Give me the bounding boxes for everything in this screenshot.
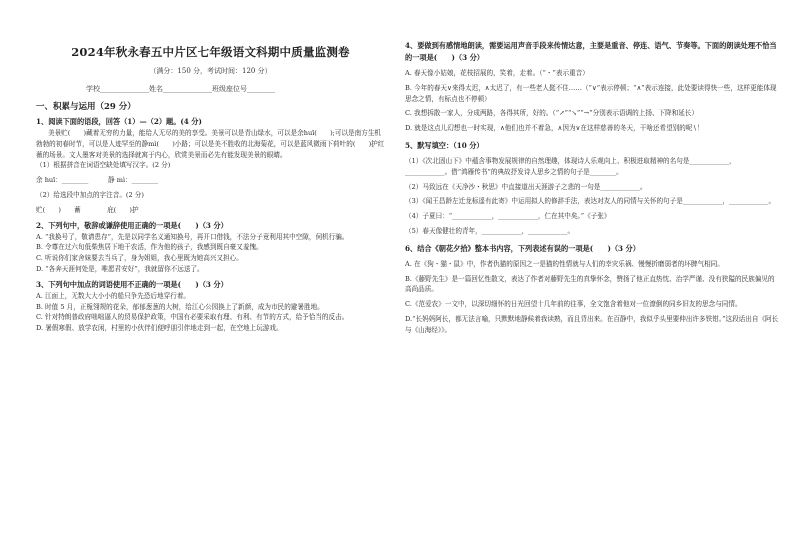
question-2-option-d: D. “各奔天涯何处是，唯愿君安好”，我就留你不远送了。 [36, 264, 204, 273]
question-2-option-a: A. “我换号了，敬请患存”，先是以同学名义通知换号，再开口借钱，不法分子竟利用其中空隙，伺机行骗。 [36, 232, 349, 241]
question-4-option-d: D. 就是这点儿幻想也一时实现，∧他们也并不着急，∧因为∨在这样慈善的冬天，干啥还希望别的呢∖！ [405, 124, 704, 133]
question-3-option-a: A. 江面上，无数大大小小的船只争先恐后地穿行着。 [36, 291, 191, 300]
student-info-line: 学校______________姓名______________班级座位号________ [86, 85, 275, 93]
question-5-item-2: （2）马致远在《天净沙・秋思》中直接道出天涯游子之悲的一句是____________。 [405, 182, 647, 191]
question-4-option-c: C. 我想拆散一家人，分成两路，各得其所，好的。（“↗”“↘”“→”分别表示语调的上扬、下降和延长） [405, 109, 699, 118]
question-6-title: 6、结合《朝花夕拾》整本书内容，下列表述有误的一项是( )（3 分） [405, 243, 640, 253]
question-6-option-b: B.《藤野先生》是一篇回忆性散文，表达了作者对藤野先生的真挚怀念，赞扬了他正直热忱、治学严谨、没有狭隘的民族偏见的高尚品质。 [405, 274, 775, 294]
question-1-passage: 美景贮( )藏着无穷的力量，能给人无尽的美的享受。美景可以是青山绿水，可以是余huī( );可以是南方生机勃勃的初春时节，可以是人迹罕至的静mì( )小路；可以是美不胜收的北海菊花，可以是蓝风微雨下荷叶的( )护红薇的场景。文人墨客对美景的选择就寓于内心，欣赏美景而必先有能发现美景的眼睛。 [36, 129, 385, 159]
exam-title: 2024年秋永春五中片区七年级语文科期中质量监测卷 [71, 45, 350, 59]
question-2-option-c: C. 听说你们家舍妹要去当兵了，身为姐姐，我心里既为她高兴又担心。 [36, 254, 243, 263]
section-heading: 一、积累与运用（29 分） [36, 102, 136, 112]
question-4-option-a: A. 春天像小姑娘，花枝招展的，笑着，走着。（“・”表示重音） [405, 69, 589, 77]
question-6-option-a: A. 在《狗・猫・鼠》中，作者仇猫的原因之一是猫的性情就与人们的幸灾乐祸、慢慢折磨弱者的坏脾气相同。 [405, 259, 724, 268]
question-6-option-c: C.《范爱农》一文中，以深切细怀的日光回望十几年前的往事，全文饱含着他对一位潦倒的同乡旧友的思念与同情。 [405, 300, 742, 309]
question-1-fill1: 余 huī：________ 静 mì：________ [36, 176, 159, 185]
question-3-option-c: C. 针对特朗普政府咄咄逼人的贸易保护政策，中国有必要采取有理、有利、有节的方式，给予恰当的反击。 [36, 313, 349, 322]
question-1-fill2: 贮( ) 蓄 庇( )护 [36, 205, 139, 214]
question-6-option-d: D.“长妈妈阿长，都无法言喻，只默默地静候着我读熟，而且背出来。在百静中，我似乎头里要伸出许多铁钳。”这段话出自《阿长与《山海经》》。 [405, 314, 779, 334]
question-5-item-1: （1）《次北固山下》中蕴含事物发展规律的自然理趣，体现诗人乐观向上、积极进取精神的名句是____________，____________。借“鸿雁传书”的典故抒发诗人思乡之情的句子是________。 [405, 156, 736, 176]
question-3-option-b: B. 时值 5 月，正栀翎规的花朵，郁郁葱葱的大树，给江心公园换上了新颜，成为市民的避暑胜地。 [36, 302, 324, 311]
question-1-title: 1、阅读下面的语段，回答（1）—（2）题。(4 分) [36, 117, 202, 126]
right-column [397, 0, 794, 560]
question-5-item-4: （4）子夏曰：“____________，____________，仁在其中矣。”《子张》 [405, 212, 611, 221]
question-5-item-3: （3）《闻王昌龄左迁龙标遥有此寄》中运用拟人的修辞手法，表达对友人的同情与关怀的句子是____________，____________。 [405, 197, 776, 206]
question-1-sub2: （2）给选段中加点的字注音。(2 分) [36, 190, 144, 199]
question-1-sub1: （1）根据拼音在词语空缺处填写汉字。(2 分) [36, 161, 171, 170]
exam-subtitle: （满分：150 分，考试时间：120 分） [149, 67, 272, 75]
question-4-title: 4、要做到有感情地朗读，需要运用声音手段来传情达意，主要是重音、停连、语气、节奏等。下面的朗读处理不恰当的一项是( )（3 分） [405, 41, 777, 62]
question-4-option-b: B. 今年的春天∨来得太迟，∧太迟了，有一些老人挺不住……（“∨”表示停顿；“∧”表示连接，此处要读得快一些，这样更能体现思念之情，有标点也不停顿） [405, 83, 777, 103]
question-3-option-d: D. 暑假寒假、放学农闲，村里的小伙伴们便呼朋引伴地走到一起，在空地上玩游戏。 [36, 324, 283, 333]
question-5-title: 5、默写填空：（10 分） [405, 140, 484, 150]
question-2-title: 2、下列句中，敬辞或谦辞使用正确的一项是( )（3 分） [36, 220, 228, 230]
question-5-item-5: （5）春天像健壮的青年，____________，____________。 [405, 226, 575, 235]
question-3-title: 3、下列句中加点的词语使用不正确的一项是( )（3 分） [36, 279, 228, 289]
question-2-option-b: B. 令尊在过六旬低柴焦居下地干农活，作为他的孩子，我感到既自豪又羞愧。 [36, 243, 263, 252]
